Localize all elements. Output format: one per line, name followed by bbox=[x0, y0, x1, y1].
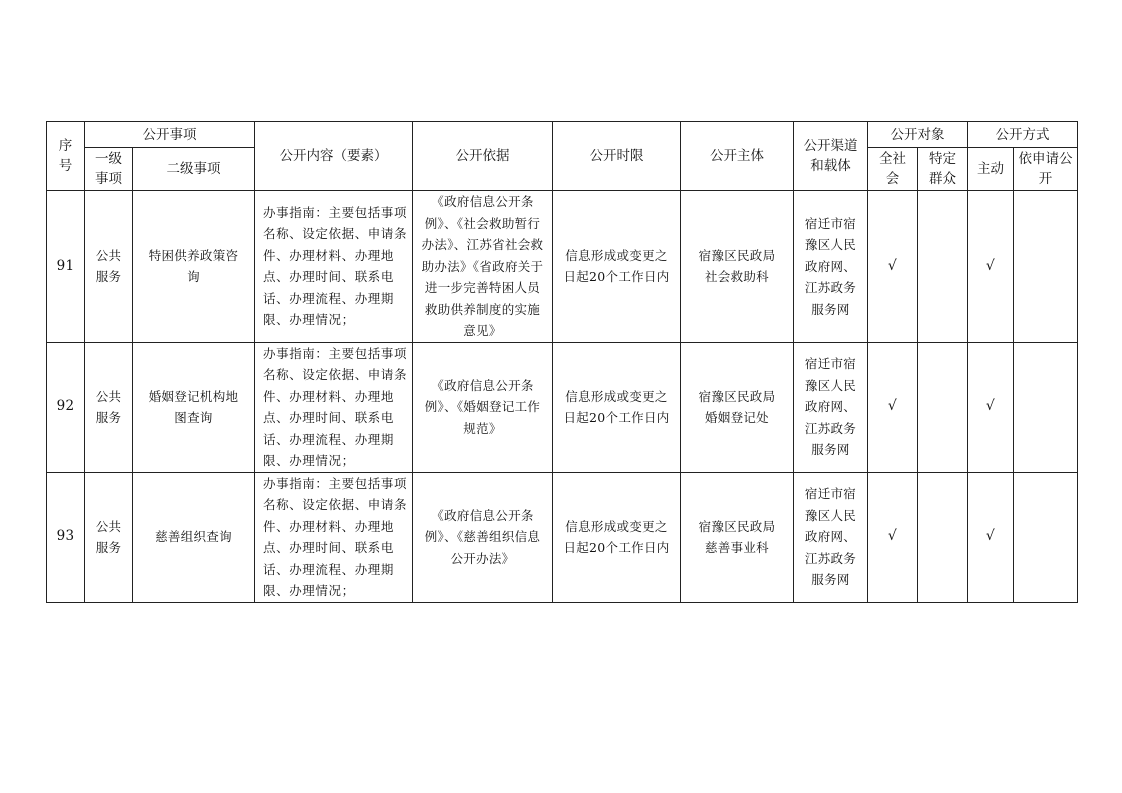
row-method-request-check bbox=[1014, 191, 1078, 343]
row-subject: 宿豫区民政局婚姻登记处 bbox=[681, 342, 794, 472]
header-level1: 一级事项 bbox=[85, 148, 133, 191]
row-content: 办事指南：主要包括事项名称、设定依据、申请条件、办理材料、办理地点、办理时间、联系电话、办理流程、办理期限、办理情况； bbox=[255, 191, 413, 343]
row-basis: 《政府信息公开条例》、《社会救助暂行办法》、江苏省社会救助办法》《省政府关于进一步完善特困人员救助供养制度的实施意见》 bbox=[413, 191, 553, 343]
row-seq: 91 bbox=[47, 191, 85, 343]
header-time-limit: 公开时限 bbox=[553, 122, 681, 191]
row-level1: 公共服务 bbox=[85, 472, 133, 602]
header-subject: 公开主体 bbox=[681, 122, 794, 191]
header-target-all: 全社会 bbox=[868, 148, 918, 191]
header-method-request: 依申请公开 bbox=[1014, 148, 1078, 191]
row-level1: 公共服务 bbox=[85, 342, 133, 472]
row-target-all-check: √ bbox=[868, 472, 918, 602]
header-basis: 公开依据 bbox=[413, 122, 553, 191]
row-target-specific-check bbox=[918, 191, 968, 343]
row-subject: 宿豫区民政局社会救助科 bbox=[681, 191, 794, 343]
row-time-limit: 信息形成或变更之日起20个工作日内 bbox=[553, 342, 681, 472]
disclosure-table bbox=[46, 121, 1078, 603]
row-time-limit: 信息形成或变更之日起20个工作日内 bbox=[553, 472, 681, 602]
table-row bbox=[47, 342, 1078, 472]
row-target-specific-check bbox=[918, 342, 968, 472]
row-level1: 公共服务 bbox=[85, 191, 133, 343]
row-target-all-check: √ bbox=[868, 191, 918, 343]
row-seq: 92 bbox=[47, 342, 85, 472]
header-level2: 二级事项 bbox=[133, 148, 255, 191]
row-method-active-check: √ bbox=[968, 342, 1014, 472]
row-target-specific-check bbox=[918, 472, 968, 602]
row-channel: 宿迁市宿豫区人民政府网、江苏政务服务网 bbox=[794, 472, 868, 602]
header-target-specific: 特定群众 bbox=[918, 148, 968, 191]
row-channel: 宿迁市宿豫区人民政府网、江苏政务服务网 bbox=[794, 191, 868, 343]
header-method-active: 主动 bbox=[968, 148, 1014, 191]
row-level2: 特困供养政策咨询 bbox=[133, 191, 255, 343]
table-row bbox=[47, 472, 1078, 602]
row-channel: 宿迁市宿豫区人民政府网、江苏政务服务网 bbox=[794, 342, 868, 472]
row-seq: 93 bbox=[47, 472, 85, 602]
row-method-request-check bbox=[1014, 342, 1078, 472]
table-row bbox=[47, 191, 1078, 343]
header-target-group: 公开对象 bbox=[868, 122, 968, 148]
row-method-active-check: √ bbox=[968, 472, 1014, 602]
header-content: 公开内容（要素） bbox=[255, 122, 413, 191]
header-row-1 bbox=[47, 122, 1078, 148]
header-seq: 序号 bbox=[47, 122, 85, 191]
row-method-active-check: √ bbox=[968, 191, 1014, 343]
header-channel: 公开渠道和载体 bbox=[794, 122, 868, 191]
row-content: 办事指南：主要包括事项名称、设定依据、申请条件、办理材料、办理地点、办理时间、联系电话、办理流程、办理期限、办理情况； bbox=[255, 342, 413, 472]
header-items-group: 公开事项 bbox=[85, 122, 255, 148]
row-basis: 《政府信息公开条例》、《慈善组织信息公开办法》 bbox=[413, 472, 553, 602]
row-content: 办事指南：主要包括事项名称、设定依据、申请条件、办理材料、办理地点、办理时间、联系电话、办理流程、办理期限、办理情况； bbox=[255, 472, 413, 602]
row-level2: 慈善组织查询 bbox=[133, 472, 255, 602]
header-method-group: 公开方式 bbox=[968, 122, 1078, 148]
row-basis: 《政府信息公开条例》、《婚姻登记工作规范》 bbox=[413, 342, 553, 472]
row-level2: 婚姻登记机构地图查询 bbox=[133, 342, 255, 472]
row-subject: 宿豫区民政局慈善事业科 bbox=[681, 472, 794, 602]
row-time-limit: 信息形成或变更之日起20个工作日内 bbox=[553, 191, 681, 343]
row-target-all-check: √ bbox=[868, 342, 918, 472]
row-method-request-check bbox=[1014, 472, 1078, 602]
